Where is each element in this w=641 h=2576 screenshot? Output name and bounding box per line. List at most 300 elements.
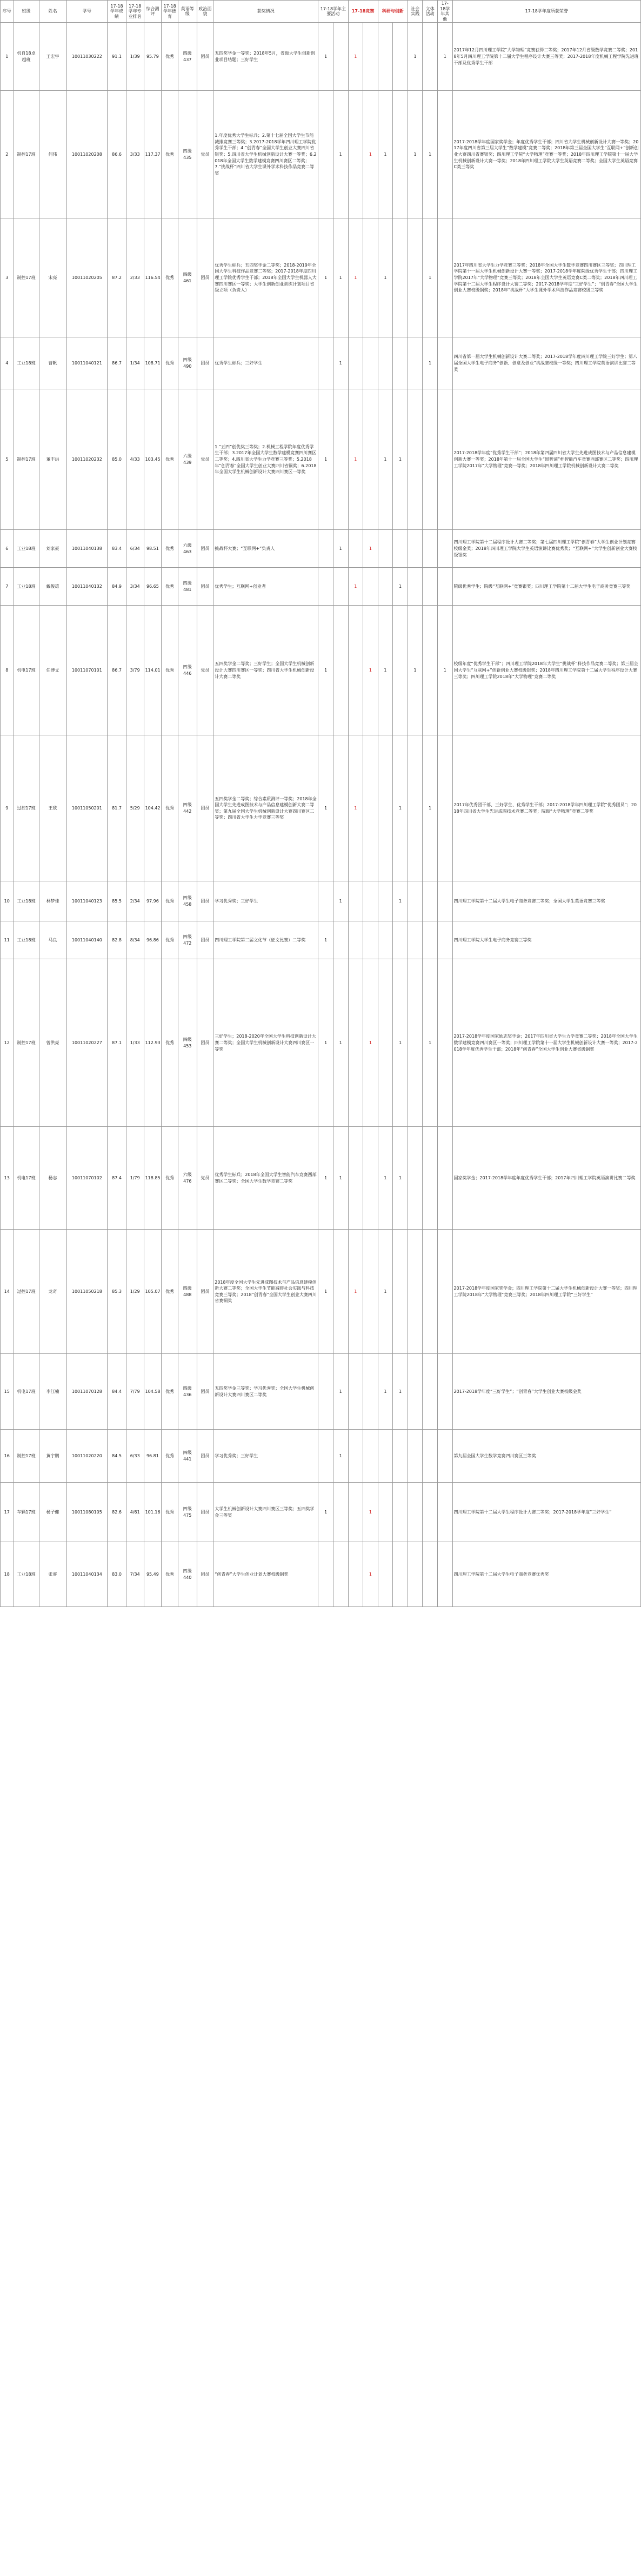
cell-sum: 97.96 [144, 881, 162, 921]
cell-cet: 四级461 [178, 218, 197, 337]
cell-politics: 团员 [197, 530, 213, 568]
cell-cet: 四级441 [178, 1430, 197, 1483]
table-row [1, 881, 641, 921]
table-row [1, 921, 641, 959]
cell-activity-flag [423, 1354, 438, 1430]
cell-activity-flag [318, 881, 333, 921]
cell-conduct: 优秀 [162, 735, 178, 881]
header-class: 班级 [14, 1, 39, 23]
cell-sum: 101.16 [144, 1483, 162, 1542]
cell-activity-flag [318, 1354, 333, 1430]
cell-gpa: 81.7 [108, 735, 126, 881]
cell-honors: 学习优秀奖；三好学生 [213, 1430, 318, 1483]
cell-class: 工业18班 [14, 921, 39, 959]
cell-activity-flag: 1 [333, 1430, 348, 1483]
cell-sum: 104.42 [144, 735, 162, 881]
cell-remarks: 2017-2018学年度国家奖学金；四川理工学院第十二届大学生机械创新设计大赛一等奖；四川理工学院2018年“大学物理”竞赛三等奖；2018年四川理工学院“三好学生” [452, 1230, 640, 1354]
cell-id: 10011070101 [66, 606, 108, 735]
cell-class: 制控17班 [14, 959, 39, 1127]
cell-class: 制控17班 [14, 218, 39, 337]
cell-activity-flag [378, 959, 393, 1127]
cell-activity-flag: 1 [363, 1483, 378, 1542]
cell-conduct: 优秀 [162, 1230, 178, 1354]
cell-activity-flag [423, 1127, 438, 1230]
cell-activity-flag [333, 389, 348, 530]
cell-activity-flag [423, 568, 438, 606]
cell-remarks: 2017-2018学年度“三好学生”；“创青春”大学生创业大赛校级金奖 [452, 1354, 640, 1430]
cell-activity-flag: 1 [437, 23, 452, 91]
cell-activity-flag: 1 [393, 568, 408, 606]
table-row [1, 389, 641, 530]
cell-politics: 党员 [197, 91, 213, 218]
cell-honors: 优秀学生标兵；三好学生 [213, 337, 318, 389]
cell-id: 10011040123 [66, 881, 108, 921]
cell-activity-flag [393, 1230, 408, 1354]
cell-name: 任博文 [39, 606, 66, 735]
cell-honors: 优秀学生标兵；五四奖学金二等奖；2018-2019年全国大学生科技作品竞赛二等奖；2017-2018年度四川理工学院优秀学生干部；2018年全国大学生机器人大赛四川赛区一等奖；大学生创新创业训练计划项目省级立项（负责人） [213, 218, 318, 337]
cell-conduct: 优秀 [162, 1354, 178, 1430]
cell-activity-flag [423, 23, 438, 91]
cell-class: 制控17班 [14, 389, 39, 530]
cell-activity-flag [423, 1230, 438, 1354]
cell-honors: 三好学生；2018-2020年全国大学生科技创新设计大赛二等奖；全国大学生机械创新设计大赛四川赛区一等奖 [213, 959, 318, 1127]
cell-honors: 1.“五四”创优奖三等奖；2.机械工程学院年度优秀学生干部；3.2017年全国大学生数学建模竞赛四川赛区二等奖；4.四川省大学生力学竞赛三等奖；5.2018年“创青春”全国大学生创业大赛四川省铜奖；6.2018年全国大学生机械创新设计大赛四川赛区一等奖 [213, 389, 318, 530]
cell-politics: 团员 [197, 959, 213, 1127]
cell-sum: 98.51 [144, 530, 162, 568]
cell-remarks: 2017-2018学年度国家奖学金；年度优秀学生干部；四川省大学生机械创新设计大赛一等奖；2017年度四川省第三届大学生“数学建模”竞赛二等奖；2018年第三届全国大学生“互联网+”创新创业大赛四川省赛银奖；四川理工学院“大学物理”竞赛一等奖；2018年四川理工学院第十一届大学生机械创新设计大赛一等奖；2018年四川理工学院大学生英语竞赛二等奖；全国大学生英语竞赛C类三等奖 [452, 91, 640, 218]
cell-id: 10011040121 [66, 337, 108, 389]
cell-activity-flag [333, 921, 348, 959]
cell-rank: 2/34 [126, 881, 144, 921]
table-row [1, 91, 641, 218]
cell-activity-flag [333, 735, 348, 881]
cell-remarks: 2017年四川省大学生力学竞赛三等奖；2018年全国大学生数学竞赛四川赛区三等奖；四川理工学院第十一届大学生机械创新设计大赛一等奖；2017-2018学年度院级优秀学生干部；四川理工学院2017年“大学物理”竞赛三等奖；2018年全国大学生英语竞赛C类二等奖；2018年四川理工学院第十二届大学生程序设计大赛二等奖；2017-2018学年度“三好学生”；“创青春”全国大学生创业大赛校级铜奖；2018年“挑战杯”大学生课外学术科技作品竞赛校级三等奖 [452, 218, 640, 337]
cell-activity-flag [348, 606, 363, 735]
cell-id: 10011020232 [66, 389, 108, 530]
header-conduct: 17-18学年德育 [162, 1, 178, 23]
cell-activity-flag: 1 [318, 389, 333, 530]
table-row [1, 1542, 641, 1607]
cell-sum: 96.86 [144, 921, 162, 959]
cell-class: 机自18卓越班 [14, 23, 39, 91]
cell-activity-flag [363, 218, 378, 337]
cell-politics: 党员 [197, 389, 213, 530]
cell-activity-flag [363, 735, 378, 881]
cell-politics: 团员 [197, 337, 213, 389]
cell-rank: 1/79 [126, 1127, 144, 1230]
cell-activity-flag [437, 389, 452, 530]
cell-honors: “创青春”大学生创业计划大赛校级铜奖 [213, 1542, 318, 1607]
table-row [1, 606, 641, 735]
cell-activity-flag [348, 337, 363, 389]
cell-class: 工业18班 [14, 530, 39, 568]
cell-seq: 17 [1, 1483, 14, 1542]
cell-activity-flag [423, 881, 438, 921]
cell-activity-flag [333, 1542, 348, 1607]
cell-honors: 五四奖学金三等奖；学习优秀奖；全国大学生机械创新设计大赛四川赛区二等奖 [213, 1354, 318, 1430]
cell-rank: 6/34 [126, 530, 144, 568]
cell-activity-flag: 1 [318, 1230, 333, 1354]
cell-conduct: 优秀 [162, 606, 178, 735]
cell-politics: 团员 [197, 881, 213, 921]
cell-activity-flag [378, 337, 393, 389]
cell-name: 杨志 [39, 1127, 66, 1230]
cell-activity-flag [378, 921, 393, 959]
cell-activity-flag: 1 [378, 606, 393, 735]
cell-politics: 团员 [197, 735, 213, 881]
cell-class: 工业18班 [14, 568, 39, 606]
cell-rank: 3/34 [126, 568, 144, 606]
cell-activity-flag [348, 1354, 363, 1430]
cell-class: 制控17班 [14, 1430, 39, 1483]
cell-honors: 挑战杯大赛；“互联网+”负责人 [213, 530, 318, 568]
cell-activity-flag: 1 [393, 959, 408, 1127]
header-rank: 17-18学年专业排名 [126, 1, 144, 23]
cell-politics: 团员 [197, 23, 213, 91]
cell-id: 10011050218 [66, 1230, 108, 1354]
cell-activity-flag: 1 [318, 23, 333, 91]
header-gpa: 17-18学年成绩 [108, 1, 126, 23]
cell-remarks: 2017-2018学年度“优秀学生干部”；2018年第四届四川省大学生先进成图技术与产品信息建模创新大赛一等奖；2018年第十一届全国大学生“恩智浦”杯智能汽车竞赛西部赛区二等奖；四川理工学院2017年“大学物理”竞赛一等奖；2018年四川理工学院机械创新设计大赛二等奖 [452, 389, 640, 530]
cell-activity-flag: 1 [408, 23, 423, 91]
cell-activity-flag [393, 91, 408, 218]
cell-activity-flag [437, 530, 452, 568]
cell-name: 龙奇 [39, 1230, 66, 1354]
cell-activity-flag [318, 1430, 333, 1483]
cell-name: 曹帆 [39, 337, 66, 389]
cell-conduct: 优秀 [162, 389, 178, 530]
cell-sum: 114.01 [144, 606, 162, 735]
cell-activity-flag [437, 1354, 452, 1430]
cell-sum: 95.79 [144, 23, 162, 91]
cell-rank: 1/29 [126, 1230, 144, 1354]
cell-name: 戴俊雄 [39, 568, 66, 606]
cell-honors: 五四奖学金一等奖；2018年5月，省级大学生创新创业项目结题；三好学生 [213, 23, 318, 91]
cell-activity-flag [333, 1483, 348, 1542]
cell-remarks: 第九届全国大学生数学竞赛四川赛区三等奖 [452, 1430, 640, 1483]
table-row [1, 568, 641, 606]
cell-activity-flag [423, 606, 438, 735]
cell-activity-flag [348, 530, 363, 568]
cell-id: 10011080105 [66, 1483, 108, 1542]
cell-activity-flag [437, 1483, 452, 1542]
cell-activity-flag: 1 [348, 568, 363, 606]
cell-gpa: 82.6 [108, 1483, 126, 1542]
cell-honors: 优秀学生；互联网+创业者 [213, 568, 318, 606]
table-row [1, 23, 641, 91]
cell-activity-flag [363, 881, 378, 921]
cell-class: 机电17班 [14, 606, 39, 735]
cell-politics: 党员 [197, 606, 213, 735]
header-group-sports: 文体活动 [423, 1, 438, 23]
cell-activity-flag [408, 959, 423, 1127]
cell-rank: 1/39 [126, 23, 144, 91]
cell-activity-flag [348, 1542, 363, 1607]
cell-gpa: 83.4 [108, 530, 126, 568]
cell-conduct: 优秀 [162, 1483, 178, 1542]
cell-class: 工业18班 [14, 1542, 39, 1607]
cell-name: 李江楠 [39, 1354, 66, 1430]
cell-rank: 2/33 [126, 218, 144, 337]
cell-activity-flag [437, 568, 452, 606]
cell-activity-flag [437, 881, 452, 921]
cell-activity-flag: 1 [378, 91, 393, 218]
cell-activity-flag [363, 337, 378, 389]
cell-activity-flag [363, 1354, 378, 1430]
cell-activity-flag [393, 921, 408, 959]
table-row [1, 1483, 641, 1542]
cell-name: 林梦佳 [39, 881, 66, 921]
cell-sum: 116.54 [144, 218, 162, 337]
header-group-activities: 17-18学年主要活动 [318, 1, 348, 23]
cell-class: 工业18班 [14, 881, 39, 921]
cell-class: 工业18班 [14, 337, 39, 389]
cell-activity-flag [393, 337, 408, 389]
cell-seq: 14 [1, 1230, 14, 1354]
cell-rank: 4/33 [126, 389, 144, 530]
cell-conduct: 优秀 [162, 218, 178, 337]
header-sum: 综合测评 [144, 1, 162, 23]
cell-honors: 四川理工学院第二届文化节（征文比赛）二等奖 [213, 921, 318, 959]
header-group-practice: 社会实践 [408, 1, 423, 23]
cell-gpa: 86.7 [108, 337, 126, 389]
cell-conduct: 优秀 [162, 337, 178, 389]
cell-rank: 5/29 [126, 735, 144, 881]
cell-name: 董丰洪 [39, 389, 66, 530]
cell-activity-flag: 1 [378, 1230, 393, 1354]
cell-activity-flag: 1 [333, 91, 348, 218]
cell-activity-flag [363, 568, 378, 606]
cell-activity-flag [348, 959, 363, 1127]
cell-remarks: 四川理工学院大学生电子商务竞赛三等奖 [452, 921, 640, 959]
cell-politics: 党员 [197, 1127, 213, 1230]
cell-seq: 7 [1, 568, 14, 606]
cell-class: 机电17班 [14, 1354, 39, 1430]
cell-activity-flag: 1 [423, 91, 438, 218]
header-politics: 政治面貌 [197, 1, 213, 23]
table-body [1, 23, 641, 1607]
cell-seq: 15 [1, 1354, 14, 1430]
cell-activity-flag [393, 1430, 408, 1483]
cell-seq: 9 [1, 735, 14, 881]
cell-activity-flag [437, 1542, 452, 1607]
cell-politics: 团员 [197, 1430, 213, 1483]
cell-activity-flag: 1 [393, 881, 408, 921]
cell-activity-flag: 1 [408, 606, 423, 735]
cell-name: 王宏宇 [39, 23, 66, 91]
cell-gpa: 86.7 [108, 606, 126, 735]
cell-activity-flag: 1 [378, 1354, 393, 1430]
cell-cet: 四级481 [178, 568, 197, 606]
cell-politics: 团员 [197, 568, 213, 606]
cell-activity-flag [437, 1230, 452, 1354]
cell-activity-flag: 1 [318, 1483, 333, 1542]
cell-rank: 1/33 [126, 959, 144, 1127]
cell-activity-flag: 1 [333, 218, 348, 337]
cell-honors: 五四奖学金二等奖；三好学生；全国大学生机械创新设计大赛四川赛区一等奖；四川省大学生机械创新设计大赛二等奖 [213, 606, 318, 735]
cell-activity-flag [378, 530, 393, 568]
cell-id: 10011040134 [66, 1542, 108, 1607]
cell-activity-flag [318, 568, 333, 606]
cell-activity-flag [378, 23, 393, 91]
cell-cet: 六级463 [178, 530, 197, 568]
cell-class: 机电17班 [14, 1127, 39, 1230]
cell-activity-flag [408, 1483, 423, 1542]
cell-activity-flag [348, 91, 363, 218]
cell-activity-flag: 1 [423, 337, 438, 389]
cell-honors: 优秀学生标兵；2018年全国大学生智能汽车竞赛西部赛区二等奖；全国大学生数学竞赛二等奖 [213, 1127, 318, 1230]
cell-seq: 8 [1, 606, 14, 735]
cell-honors: 五四奖学金二等奖；综合素质测评一等奖；2018年全国大学生先进成图技术与产品信息建模创新大赛二等奖；第九届全国大学生机械创新设计大赛四川赛区二等奖；四川省大学生力学竞赛三等奖 [213, 735, 318, 881]
cell-id: 10011070128 [66, 1354, 108, 1430]
cell-gpa: 86.6 [108, 91, 126, 218]
cell-activity-flag [333, 606, 348, 735]
cell-remarks: 校级年度“优秀学生干部”；四川理工学院2018年大学生“挑战杯”科技作品竞赛二等奖；第三届全国大学生“互联网+”创新创业大赛校级银奖；2018年四川理工学院第十二届大学生程序设计大赛三等奖；四川理工学院2018年“大学物理”竞赛二等奖 [452, 606, 640, 735]
cell-activity-flag [408, 1354, 423, 1430]
cell-activity-flag [408, 530, 423, 568]
cell-activity-flag [363, 23, 378, 91]
cell-activity-flag [348, 921, 363, 959]
header-group-research: 科研与创新 [378, 1, 408, 23]
table-row [1, 337, 641, 389]
cell-remarks: 四川省第一届大学生机械创新设计大赛二等奖；2017-2018学年度四川理工学院三好学生；第八届全国大学生电子商务“创新、创意及创业”挑战赛校级一等奖；四川理工学院英语演讲比赛二等奖 [452, 337, 640, 389]
cell-activity-flag [378, 568, 393, 606]
cell-id: 10011030222 [66, 23, 108, 91]
cell-activity-flag [408, 1127, 423, 1230]
table-row [1, 1230, 641, 1354]
cell-name: 曾洪亮 [39, 959, 66, 1127]
cell-politics: 团员 [197, 1483, 213, 1542]
cell-conduct: 优秀 [162, 23, 178, 91]
cell-id: 10011020227 [66, 959, 108, 1127]
cell-activity-flag: 1 [333, 881, 348, 921]
cell-activity-flag: 1 [348, 389, 363, 530]
cell-activity-flag [378, 1483, 393, 1542]
cell-activity-flag [393, 218, 408, 337]
cell-politics: 团员 [197, 921, 213, 959]
cell-politics: 团员 [197, 1354, 213, 1430]
cell-activity-flag [408, 337, 423, 389]
cell-sum: 96.65 [144, 568, 162, 606]
cell-cet: 四级472 [178, 921, 197, 959]
cell-activity-flag [333, 23, 348, 91]
cell-activity-flag [363, 921, 378, 959]
cell-class: 过控17班 [14, 1230, 39, 1354]
header-honors: 获奖情况 [213, 1, 318, 23]
cell-activity-flag: 1 [437, 606, 452, 735]
header-cet: 英语等级 [178, 1, 197, 23]
cell-activity-flag: 1 [348, 218, 363, 337]
cell-name: 刘家豪 [39, 530, 66, 568]
cell-cet: 四级442 [178, 735, 197, 881]
cell-conduct: 优秀 [162, 530, 178, 568]
cell-conduct: 优秀 [162, 1127, 178, 1230]
cell-politics: 团员 [197, 1542, 213, 1607]
cell-activity-flag: 1 [348, 735, 363, 881]
cell-activity-flag: 1 [393, 1354, 408, 1430]
cell-sum: 95.49 [144, 1542, 162, 1607]
cell-seq: 18 [1, 1542, 14, 1607]
cell-activity-flag [378, 1542, 393, 1607]
cell-honors: 2018年度全国大学生先进成图技术与产品信息建模创新大赛二等奖；全国大学生节能减排社会实践与科技竞赛三等奖；2018“创青春”全国大学生创业大赛四川省赛铜奖 [213, 1230, 318, 1354]
header-row [1, 1, 641, 23]
cell-conduct: 优秀 [162, 921, 178, 959]
cell-activity-flag: 1 [333, 337, 348, 389]
cell-seq: 5 [1, 389, 14, 530]
cell-activity-flag [363, 1127, 378, 1230]
cell-activity-flag [318, 337, 333, 389]
cell-activity-flag: 1 [348, 23, 363, 91]
cell-name: 宋亮 [39, 218, 66, 337]
cell-remarks: 2017-2018学年度国家励志奖学金；2017年四川省大学生力学竞赛二等奖；2018年全国大学生数学建模竞赛四川赛区一等奖；四川理工学院第十一届大学生机械创新设计大赛一等奖；2017-2018学年度优秀学生干部；2018年“创青春”全国大学生创业大赛省级铜奖 [452, 959, 640, 1127]
cell-activity-flag: 1 [333, 1354, 348, 1430]
cell-conduct: 优秀 [162, 881, 178, 921]
cell-rank: 3/79 [126, 606, 144, 735]
cell-gpa: 82.8 [108, 921, 126, 959]
cell-honors: 学习优秀奖；三好学生 [213, 881, 318, 921]
cell-gpa: 85.5 [108, 881, 126, 921]
cell-gpa: 84.9 [108, 568, 126, 606]
cell-id: 10011050201 [66, 735, 108, 881]
cell-cet: 四级446 [178, 606, 197, 735]
cell-activity-flag [423, 530, 438, 568]
cell-activity-flag [437, 1430, 452, 1483]
cell-gpa: 85.0 [108, 389, 126, 530]
cell-activity-flag [408, 568, 423, 606]
cell-seq: 6 [1, 530, 14, 568]
cell-sum: 117.37 [144, 91, 162, 218]
cell-activity-flag [437, 337, 452, 389]
cell-activity-flag: 1 [363, 530, 378, 568]
header-group-contest: 17-18竞赛 [348, 1, 378, 23]
cell-seq: 3 [1, 218, 14, 337]
cell-id: 10011070102 [66, 1127, 108, 1230]
cell-seq: 1 [1, 23, 14, 91]
cell-rank: 8/34 [126, 921, 144, 959]
cell-activity-flag [437, 735, 452, 881]
cell-activity-flag [423, 921, 438, 959]
cell-sum: 103.45 [144, 389, 162, 530]
cell-conduct: 优秀 [162, 1430, 178, 1483]
cell-activity-flag [363, 1230, 378, 1354]
cell-sum: 108.71 [144, 337, 162, 389]
cell-id: 10011040140 [66, 921, 108, 959]
cell-activity-flag [333, 1230, 348, 1354]
cell-activity-flag: 1 [393, 1127, 408, 1230]
cell-id: 10011020220 [66, 1430, 108, 1483]
cell-activity-flag [423, 1430, 438, 1483]
cell-activity-flag: 1 [423, 735, 438, 881]
table-row [1, 959, 641, 1127]
cell-gpa: 84.5 [108, 1430, 126, 1483]
cell-honors: 1.年度优秀大学生标兵；2.第十七届全国大学生节能减排竞赛三等奖；3.2017-2018学年四川理工学院优秀学生干部；4.“创青春”全国大学生创业大赛四川省银奖；5.四川省大学生机械创新设计大赛一等奖；6.2018年全国大学生数学建模竞赛四川赛区二等奖；7.“挑战杯”四川省大学生课外学术科技作品竞赛二等奖 [213, 91, 318, 218]
cell-activity-flag [393, 1542, 408, 1607]
cell-rank: 3/33 [126, 91, 144, 218]
cell-name: 张睿 [39, 1542, 66, 1607]
cell-activity-flag: 1 [423, 218, 438, 337]
cell-activity-flag [318, 1542, 333, 1607]
cell-gpa: 87.2 [108, 218, 126, 337]
cell-activity-flag: 1 [378, 218, 393, 337]
cell-sum: 112.93 [144, 959, 162, 1127]
cell-conduct: 优秀 [162, 568, 178, 606]
cell-seq: 11 [1, 921, 14, 959]
cell-activity-flag: 1 [318, 959, 333, 1127]
cell-activity-flag [408, 881, 423, 921]
cell-cet: 四级437 [178, 23, 197, 91]
header-group-other: 17-18学年其他 [437, 1, 452, 23]
cell-activity-flag: 1 [423, 959, 438, 1127]
